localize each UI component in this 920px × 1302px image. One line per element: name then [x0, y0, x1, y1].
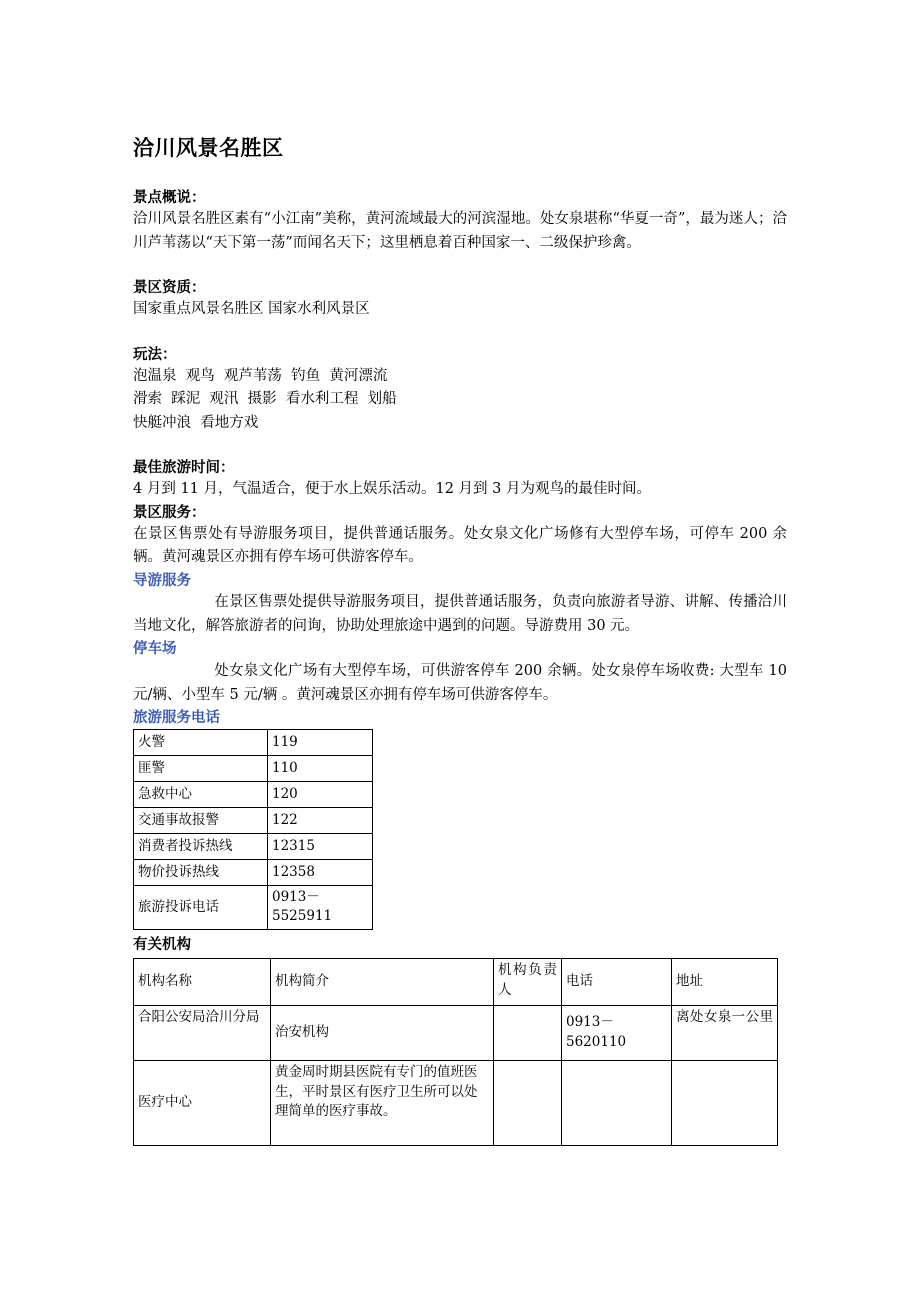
activities-line: 泡温泉 观鸟 观芦苇荡 钓鱼 黄河漂流 [133, 367, 388, 384]
phone-number: 12358 [268, 859, 373, 885]
table-row [134, 859, 373, 885]
phone-number: 12315 [268, 833, 373, 859]
org-address [672, 1060, 778, 1145]
activities-list [133, 365, 787, 435]
table-row [134, 781, 373, 807]
table-row [134, 885, 373, 929]
phone-number: 119 [268, 729, 373, 755]
column-header-intro: 机构简介 [271, 958, 494, 1005]
section-body-qualification: 国家重点风景名胜区 国家水利风景区 [133, 301, 370, 318]
org-name: 医疗中心 [134, 1060, 271, 1145]
page-title: 洽川风景名胜区 [133, 136, 284, 160]
section-heading-organizations: 有关机构 [133, 935, 191, 953]
spacer [133, 435, 787, 457]
spacer [133, 322, 787, 344]
table-row [134, 1060, 778, 1145]
table-row [134, 833, 373, 859]
subsection-body-guide-service: 在景区售票处提供导游服务项目，提供普通话服务，负责向旅游者导游、讲解、传播洽川当地文化，解答旅游者的问询，协助处理旅途中遇到的问题。导游费用 30 元。 [133, 594, 787, 634]
phone-number: 120 [268, 781, 373, 807]
document-page [133, 0, 787, 1146]
column-header-name: 机构名称 [134, 958, 271, 1005]
spacer [133, 161, 787, 187]
org-manager [494, 1060, 562, 1145]
subsection-heading-guide-service: 导游服务 [133, 571, 191, 589]
table-row [134, 755, 373, 781]
activities-line: 快艇冲浪 看地方戏 [133, 414, 259, 431]
section-heading-best-time: 最佳旅游时间： [133, 459, 235, 477]
table-row [134, 807, 373, 833]
subsection-body-parking: 处女泉文化广场有大型停车场，可供游客停车 200 余辆。处女泉停车场收费: 大型车 10 元/辆、小型车 5 元/辆 。黄河魂景区亦拥有停车场可供游客停车。 [133, 663, 787, 703]
section-heading-activities: 玩法： [133, 345, 177, 363]
subsection-heading-service-phones: 旅游服务电话 [133, 709, 220, 727]
table-row [134, 1005, 778, 1060]
section-body-scenic-service: 在景区售票处有导游服务项目，提供普通话服务。处女泉文化广场修有大型停车场，可停车 200 余辆。黄河魂景区亦拥有停车场可供游客停车。 [133, 525, 787, 566]
service-phone-table [133, 729, 373, 930]
org-address: 离处女泉一公里 [672, 1005, 778, 1060]
phone-label: 消费者投诉热线 [134, 833, 268, 859]
phone-label: 物价投诉热线 [134, 859, 268, 885]
section-heading-scenic-service: 景区服务： [133, 503, 206, 521]
section-body-best-time: 4 月到 11 月，气温适合，便于水上娱乐活动。12 月到 3 月为观鸟的最佳时间。 [133, 481, 652, 498]
activities-line: 滑索 踩泥 观汛 摄影 看水利工程 划船 [133, 391, 397, 408]
phone-number: 110 [268, 755, 373, 781]
org-intro: 黄金周时期县医院有专门的值班医生，平时景区有医疗卫生所可以处理简单的医疗事故。 [271, 1060, 494, 1145]
phone-label: 急救中心 [134, 781, 268, 807]
phone-number: 122 [268, 807, 373, 833]
section-heading-overview: 景点概说： [133, 189, 206, 207]
org-phone: 0913－5620110 [562, 1005, 672, 1060]
organizations-table [133, 958, 778, 1146]
phone-label: 交通事故报警 [134, 807, 268, 833]
section-body-overview: 洽川风景名胜区素有“小江南”美称，黄河流域最大的河滨湿地。处女泉堪称“华夏一奇”，最为迷人；洽川芦苇荡以“天下第一荡”而闻名天下；这里栖息着百种国家一、二级保护珍禽。 [133, 211, 787, 251]
column-header-manager: 机构负责人 [494, 958, 562, 1005]
org-phone [562, 1060, 672, 1145]
column-header-address: 地址 [672, 958, 778, 1005]
phone-label: 旅游投诉电话 [134, 885, 268, 929]
org-intro: 治安机构 [271, 1005, 494, 1060]
table-row [134, 729, 373, 755]
column-header-phone: 电话 [562, 958, 672, 1005]
phone-number: 0913－5525911 [268, 885, 373, 929]
section-heading-qualification: 景区资质： [133, 279, 206, 297]
phone-label: 火警 [134, 729, 268, 755]
subsection-heading-parking: 停车场 [133, 640, 177, 658]
phone-label: 匪警 [134, 755, 268, 781]
spacer [133, 255, 787, 277]
org-manager [494, 1005, 562, 1060]
table-header-row [134, 958, 778, 1005]
org-name: 合阳公安局洽川分局 [134, 1005, 271, 1060]
